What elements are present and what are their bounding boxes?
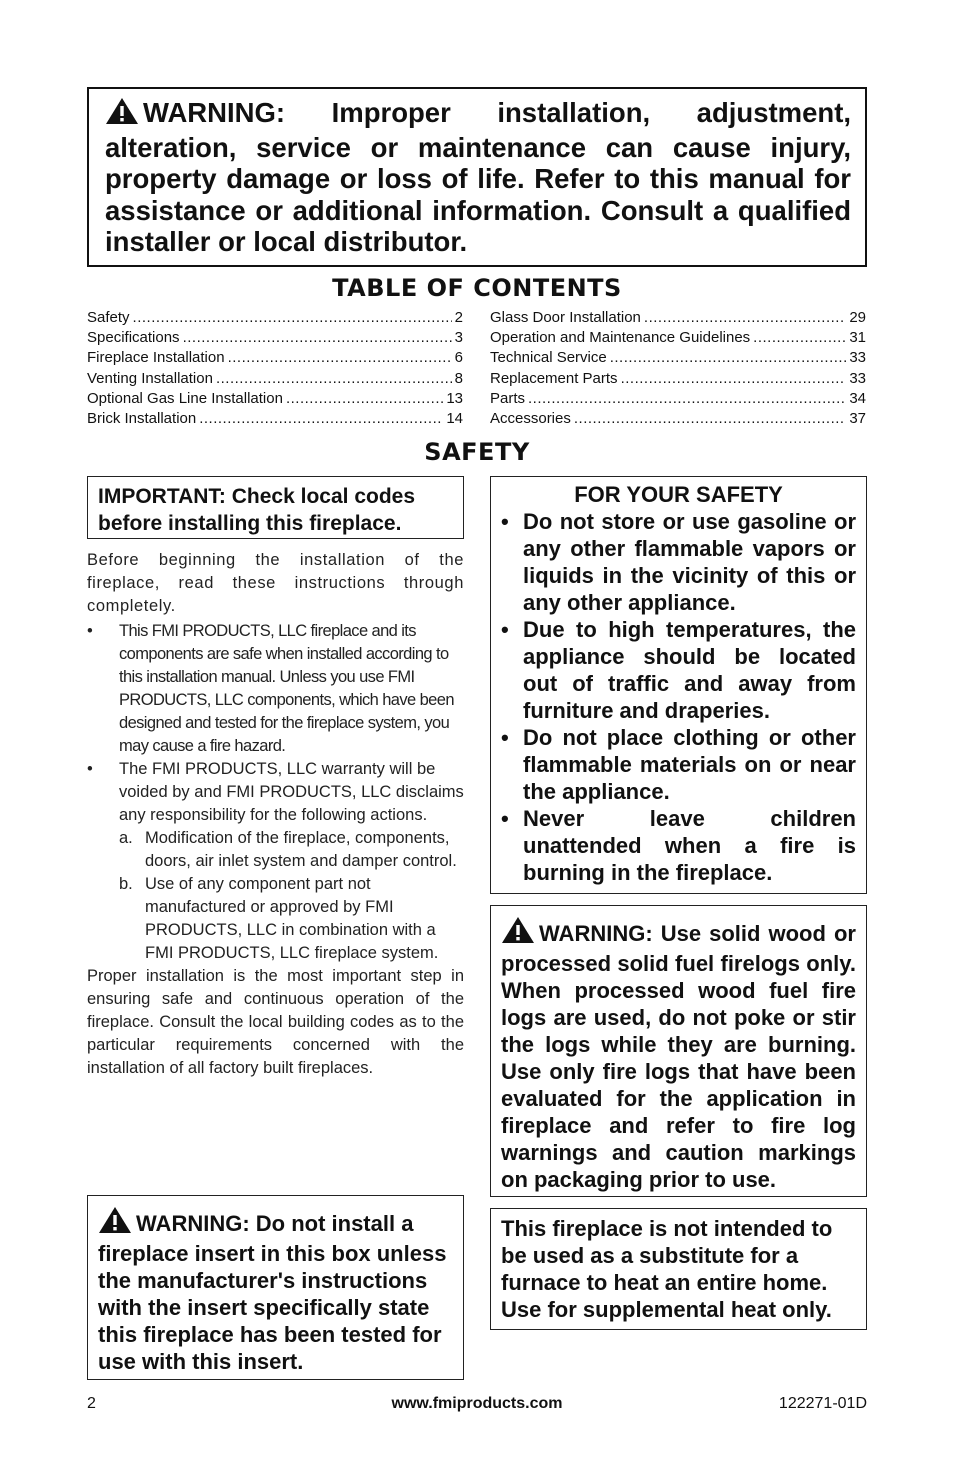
toc-entry[interactable]: Optional Gas Line Installation ..... 13 (87, 389, 463, 409)
toc-entry[interactable]: Specifications ..... 3 (87, 328, 463, 348)
top-warning-box (87, 87, 867, 267)
top-warning-text: WARNING: Improper installation, adjustment, alteration, service or maintenance can cause injury, property damage or loss of life. Refer to this manual for assistance or additional information. Consult a qualified installer or local distributor. (105, 97, 851, 257)
toc-entry[interactable]: Accessories ..... 37 (490, 409, 866, 429)
sub-item-text: Modification of the fireplace, components, doors, air inlet system and damper control. (145, 829, 457, 870)
for-your-safety-heading: FOR YOUR SAFETY (574, 482, 783, 507)
warning-triangle-icon (105, 97, 139, 132)
toc-entry[interactable]: Fireplace Installation ..... 6 (87, 348, 463, 368)
safety-title: SAFETY (424, 438, 530, 466)
important-notice-text: IMPORTANT: Check local codes before installing this fireplace. (98, 485, 416, 535)
toc-entry[interactable]: Glass Door Installation ..... 29 (490, 308, 866, 328)
proper-installation-paragraph: Proper installation is the most important step in ensuring safe and continuous operation of the fireplace. Consult the local building codes as to the particular requirements concerned with the installation of all factory built fireplaces. (87, 967, 464, 1077)
sub-list-item: b. Use of any component part not manufactured or approved by FMI PRODUCTS, LLC in combination with a FMI PRODUCTS, LLC fireplace system. (119, 873, 464, 965)
fire-logs-warning-text: WARNING: Use solid wood or processed solid fuel firelogs only. When processed wood fuel fire logs are used, do not poke or stir the logs while they are burning. Use only fire logs that have been evaluated for the application in fireplace and refer to fire log warnings and caution markings on packaging prior to use. (501, 921, 856, 1192)
list-item: • The FMI PRODUCTS, LLC warranty will be voided by and FMI PRODUCTS, LLC disclaims any responsibility for the following actions. (87, 758, 464, 827)
toc-entry[interactable]: Technical Service ..... 33 (490, 348, 866, 368)
page-number: 2 (87, 1395, 96, 1412)
toc-entry[interactable]: Parts ..... 34 (490, 389, 866, 409)
warning-triangle-icon (501, 916, 535, 950)
insert-warning-text: WARNING: Do not install a fireplace insert in this box unless the manufacturer's instructions with the insert specifically state this fireplace has been tested for use with this insert. (98, 1211, 447, 1374)
document-code: 122271-01D (778, 1395, 867, 1412)
for-your-safety-box (490, 476, 867, 894)
insert-warning-box (87, 1195, 464, 1380)
toc-entry[interactable]: Replacement Parts ..... 33 (490, 369, 866, 389)
toc-entry[interactable]: Safety ..... 2 (87, 308, 463, 328)
list-item: • Do not place clothing or other flammable materials on or near the appliance. (501, 725, 856, 804)
list-item: • Due to high temperatures, the appliance should be located out of traffic and away from furniture and draperies. (501, 617, 856, 723)
website-link[interactable]: www.fmiproducts.com (391, 1395, 563, 1412)
important-notice-box (87, 476, 464, 539)
sub-item-text: Use of any component part not manufactured or approved by FMI PRODUCTS, LLC in combination with a FMI PRODUCTS, LLC fireplace system. (145, 875, 439, 962)
list-item: • Do not store or use gasoline or any other flammable vapors or liquids in the vicinity of this or any other appliance. (501, 509, 856, 615)
safety-body-text (87, 549, 464, 1080)
toc-entry[interactable]: Brick Installation ..... 14 (87, 409, 463, 429)
list-item: • Never leave children unattended when a fire is burning in the fireplace. (501, 806, 856, 885)
fire-logs-warning-box (490, 905, 867, 1197)
bullet-text: The FMI PRODUCTS, LLC warranty will be voided by and FMI PRODUCTS, LLC disclaims any responsibility for the following actions. (119, 760, 464, 824)
toc-right-column (490, 308, 866, 429)
bullet-text: This FMI PRODUCTS, LLC fireplace and its components are safe when installed according to this installation manual. Unless you use FMI PRODUCTS, LLC components, which have been designed and tested for the fireplace system, you may cause a fire hazard. (119, 622, 454, 755)
list-item: • This FMI PRODUCTS, LLC fireplace and its components are safe when installed according to this installation manual. Unless you use FMI PRODUCTS, LLC components, which have been designed and tested for the fireplace system, you may cause a fire hazard. (87, 620, 464, 758)
toc-left-column (87, 308, 463, 429)
toc-entry[interactable]: Operation and Maintenance Guidelines ..... 31 (490, 328, 866, 348)
furnace-note-text: This fireplace is not intended to be used as a substitute for a furnace to heat an entire home. Use for supplemental heat only. (501, 1216, 833, 1322)
toc-title: TABLE OF CONTENTS (332, 274, 622, 302)
intro-paragraph: Before beginning the installation of the fireplace, read these instructions through completely. (87, 551, 464, 615)
furnace-note-box (490, 1208, 867, 1330)
warning-triangle-icon (98, 1206, 132, 1240)
toc-entry[interactable]: Venting Installation ..... 8 (87, 369, 463, 389)
sub-list-item: a. Modification of the fireplace, components, doors, air inlet system and damper control. (119, 827, 464, 873)
